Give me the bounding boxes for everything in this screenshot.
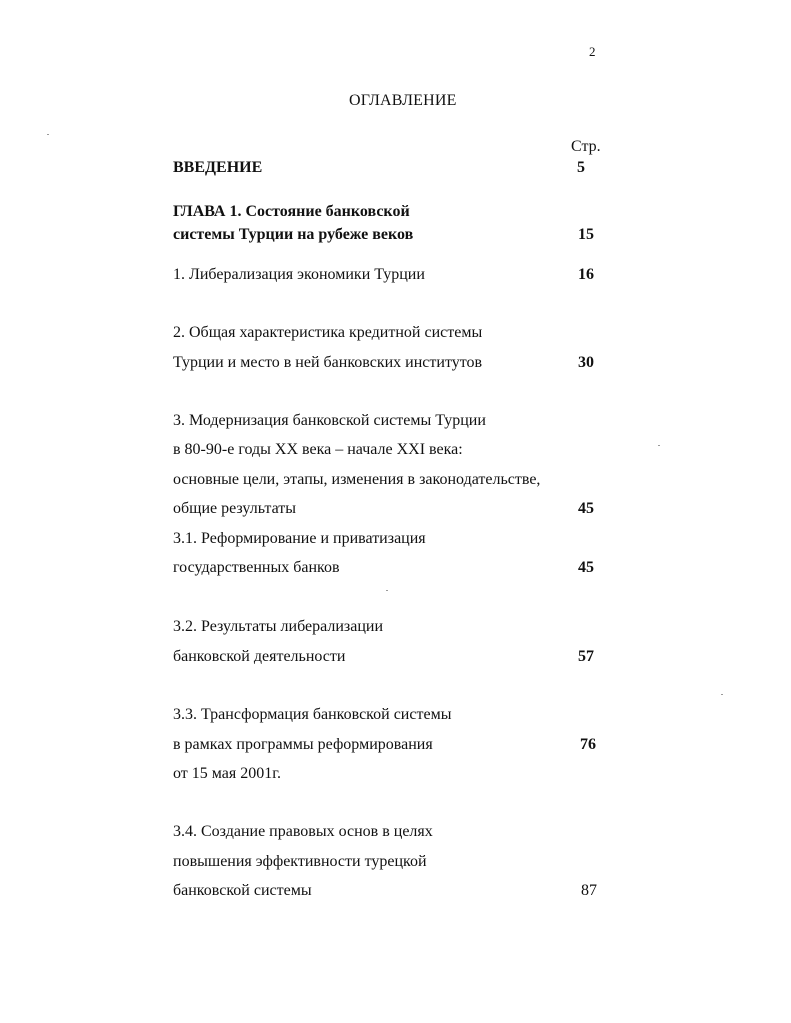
toc-entry-page: 87 [581, 882, 597, 899]
scan-speck [658, 445, 660, 446]
toc-entry-line: 3.1. Реформирование и приватизация [173, 530, 426, 547]
toc-entry-line: Турции и место в ней банковских институтов [173, 354, 483, 371]
toc-entry-page: 5 [577, 159, 585, 176]
toc-entry-page: 45 [578, 500, 594, 517]
toc-entry-line: 3.3. Трансформация банковской системы [173, 706, 452, 723]
page-number: 2 [589, 44, 596, 59]
toc-entry-line: 2. Общая характеристика кредитной системы [173, 324, 483, 341]
toc-entry-page: 76 [580, 736, 596, 753]
toc-entry-label: ВВЕДЕНИЕ [173, 159, 263, 176]
toc-entry-line: повышения эффективности турецкой [173, 853, 427, 870]
toc-title: ОГЛАВЛЕНИЕ [349, 92, 457, 109]
toc-entry-line: системы Турции на рубеже веков [173, 226, 414, 243]
toc-entry-page: 16 [578, 266, 594, 283]
toc-entry-line [173, 204, 410, 220]
toc-entry-line: в 80-90-е годы XX века – начале XXI века: [173, 441, 463, 458]
chapter-title-part: . Состояние банковской [237, 203, 410, 220]
toc-entry-line: 3.4. Создание правовых основ в целях [173, 823, 433, 840]
toc-entry-page: 45 [578, 559, 594, 576]
toc-entry-page: 30 [578, 354, 594, 371]
toc-entry-page: 15 [578, 226, 594, 243]
toc-entry-line: общие результаты [173, 500, 296, 517]
toc-entry-line: государственных банков [173, 559, 340, 576]
scan-speck [47, 134, 49, 135]
toc-entry-page: 57 [578, 648, 594, 665]
toc-entry-line: 3. Модернизация банковской системы Турции [173, 412, 486, 429]
toc-entry-line: банковской деятельности [173, 648, 346, 665]
toc-entry-line: банковской системы [173, 882, 312, 899]
toc-entry-line: 1. Либерализация экономики Турции [173, 266, 425, 283]
scan-speck [721, 694, 723, 695]
toc-entry-line: в рамках программы реформирования [173, 736, 433, 753]
scan-speck [386, 590, 388, 591]
toc-entry-line: от 15 мая 2001г. [173, 765, 282, 782]
toc-entry-line: основные цели, этапы, изменения в законодательстве, [173, 471, 541, 488]
page-column-header: Стр. [571, 138, 601, 155]
chapter-prefix: ГЛАВА 1 [173, 203, 238, 220]
toc-entry-line: 3.2. Результаты либерализации [173, 618, 384, 635]
